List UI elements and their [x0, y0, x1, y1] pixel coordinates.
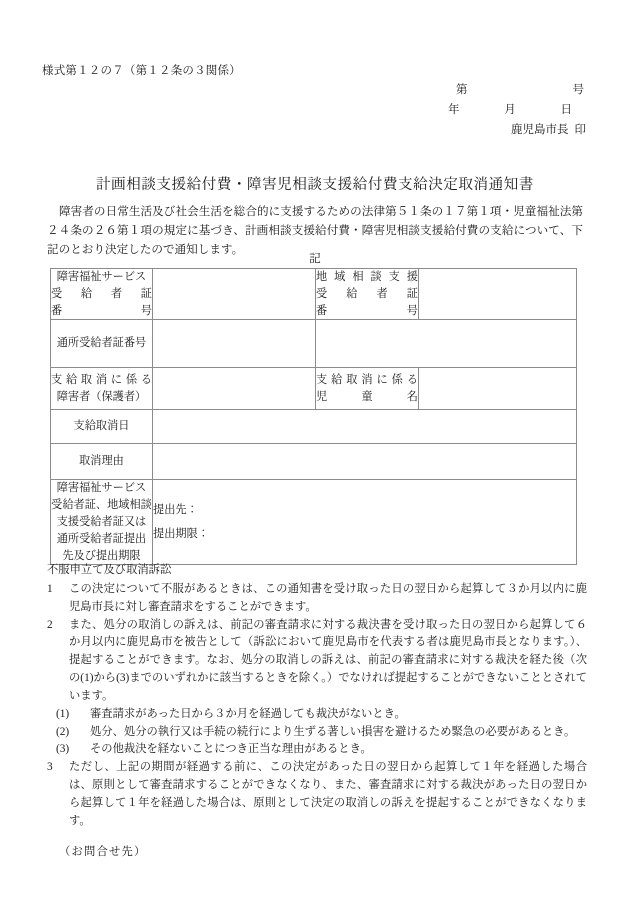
commuting-cert-spacer [316, 320, 577, 368]
seal-mark: 印 [574, 124, 586, 137]
appeal-notice [47, 562, 587, 862]
table-row-cancel-date [51, 410, 577, 444]
label-cancel-reason: 取消理由 [51, 444, 153, 480]
label-submission-info [51, 480, 153, 565]
notice-subitem-text: 審査請求があった日から３か月を経過しても裁決がないとき。 [90, 707, 406, 720]
label-line: 受給者証 [316, 287, 418, 300]
table-row-cancel-reason [51, 444, 577, 480]
notice-item-number: 2 [47, 618, 53, 631]
page-title: 計画相談支援給付費・障害児相談支援給付費支給決定取消通知書 [96, 177, 534, 193]
form-number: 様式第１２の７（第１２条の３関係） [42, 65, 241, 77]
issue-block [438, 80, 588, 140]
label-line: 受給者証 [51, 287, 152, 300]
notice-subitem [47, 741, 587, 759]
label-line: 先及び提出期限 [62, 549, 141, 562]
issue-number-prefix: 第 [456, 84, 468, 96]
notice-subitem [47, 706, 587, 724]
label-service-cert-number [51, 269, 153, 320]
notice-item-text: ただし、上記の期間が経過する前に、この決定があった日の翌日から起算して１年を経過した場合は、原則として審査請求することができなくなり、また、審査請求に対する裁決があった日の翌日から起算して１年を経過した場合は、原則として決定の取消しの訴えを提起することができなくなります。 [69, 761, 587, 827]
label-line: 障害者（保護者） [56, 390, 147, 403]
input-regional-cert-number[interactable] [419, 269, 577, 320]
table-row-commuting-cert [51, 320, 577, 368]
notice-subitem-number: (2) [56, 725, 70, 738]
label-line: 障害福祉サービス [56, 482, 147, 495]
label-line: 支給取消に係る [51, 374, 152, 387]
issue-date-year: 年 [448, 104, 460, 117]
label-line: 受給者証、地域相談 [51, 499, 152, 512]
submission-fields[interactable] [153, 480, 577, 565]
form-table [50, 268, 577, 565]
notice-subitem-number: (3) [56, 743, 70, 756]
issue-number-suffix: 号 [572, 84, 584, 96]
notice-item [47, 617, 587, 706]
table-row-person [51, 368, 577, 410]
issue-number-line [438, 80, 588, 100]
label-line: 支援受給者証又は [56, 515, 147, 528]
notice-item [47, 581, 587, 617]
notice-item-text: また、処分の取消しの訴えは、前記の審査請求に対する裁決書を受け取った日の翌日から起算して６か月以内に鹿児島市を被告として（訴訟において鹿児島市を代表する者は鹿児島市長となります。）、提起することができます。なお、処分の取消しの訴えは、前記の審査請求に対する裁決を経た後（次の(1)から(3)までのいずれかに該当するときを除く。）でなければ提起することができないこととされています。 [69, 618, 587, 702]
table-row-submission [51, 480, 577, 565]
notice-item-number: 1 [47, 582, 53, 595]
label-line: 番号 [316, 304, 418, 317]
label-line: 番号 [51, 304, 152, 317]
input-cancel-date[interactable] [153, 410, 577, 444]
notice-subitem-text: その他裁決を経ないことにつき正当な理由があるとき。 [90, 743, 372, 756]
contact-label: （お問合せ先） [59, 845, 147, 858]
input-commuting-cert-number[interactable] [153, 320, 316, 368]
label-regional-cert-number [316, 269, 419, 320]
label-commuting-cert-number: 通所受給者証番号 [51, 320, 153, 368]
table-row-service-cert [51, 269, 577, 320]
label-line: 支給取消に係る [316, 374, 418, 387]
notice-heading: 不服申立て及び取消訴訟 [47, 564, 172, 576]
label-line: 地域相談支援 [316, 271, 418, 283]
notice-item-text: この決定について不服があるときは、この通知書を受け取った日の翌日から起算して３か月以内に鹿児島市長に対し審査請求をすることができます。 [69, 582, 587, 613]
label-line: 通所受給者証提出 [56, 532, 147, 545]
issuer-name: 鹿児島市長 [511, 124, 569, 137]
notice-item [47, 759, 587, 830]
issue-date-month: 月 [504, 104, 516, 117]
notice-subitem [47, 724, 587, 742]
notice-subitem-number: (1) [56, 707, 70, 720]
input-service-cert-number[interactable] [153, 269, 316, 320]
notice-item-number: 3 [47, 761, 53, 774]
input-submission-destination[interactable]: 提出先： [153, 504, 198, 517]
issue-date-line [438, 100, 588, 120]
ki-marker: 記 [309, 252, 321, 265]
label-cancel-person [51, 368, 153, 410]
input-submission-deadline[interactable]: 提出期限： [153, 528, 209, 541]
issue-date-day: 日 [560, 104, 572, 117]
label-cancel-date: 支給取消日 [51, 410, 153, 444]
intro-paragraph: 障害者の日常生活及び社会生活を総合的に支援するための法律第５１条の１７第１項・児童福祉法第２４条の２６第１項の規定に基づき、計画相談支援給付費・障害児相談支援給付費の支給について、下記のとおり決定したので通知します。 [47, 205, 583, 256]
label-line: 障害福祉サービス [56, 271, 147, 283]
input-cancel-person[interactable] [153, 368, 316, 410]
label-cancel-child-name [316, 368, 419, 410]
issuer-line [438, 120, 588, 140]
input-cancel-reason[interactable] [153, 444, 577, 480]
notice-subitem-text: 処分、処分の執行又は手続の続行により生ずる著しい損害を避けるため緊急の必要があるとき。 [90, 725, 576, 738]
input-cancel-child-name[interactable] [419, 368, 577, 410]
label-line: 児童名 [316, 390, 418, 403]
